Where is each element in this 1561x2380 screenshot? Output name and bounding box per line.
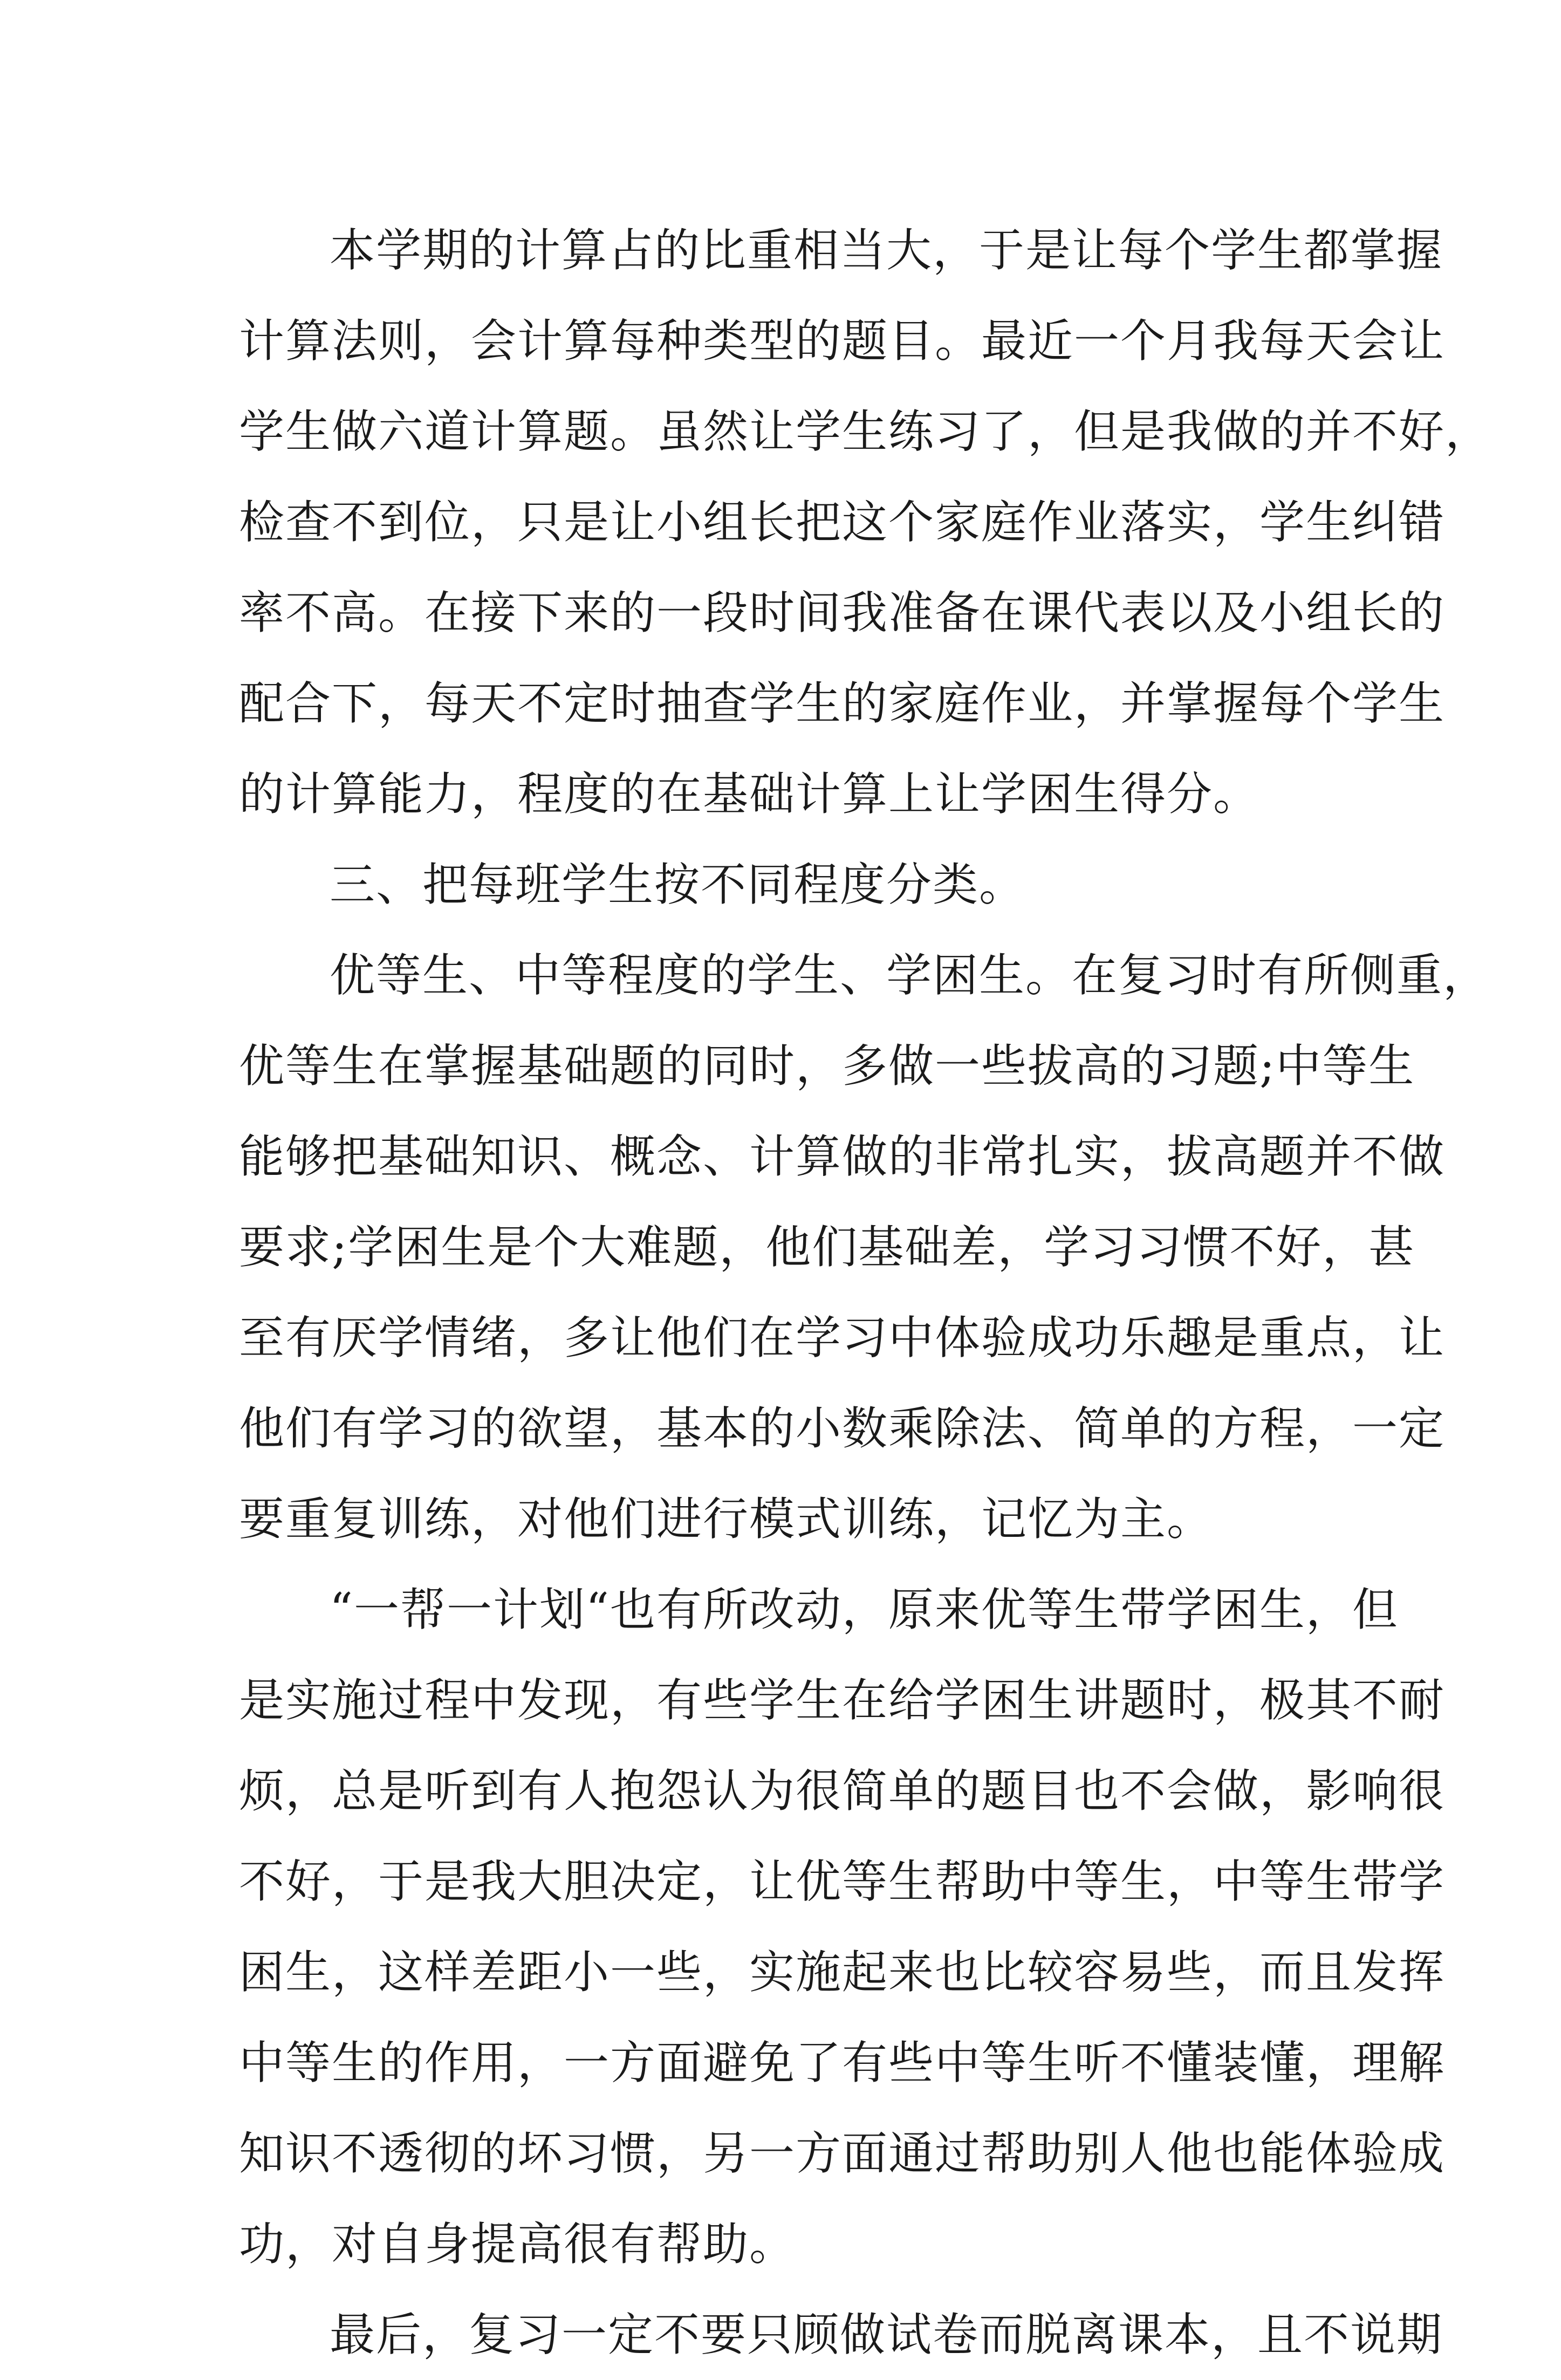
text-line: 检查不到位，只是让小组长把这个家庭作业落实，学生纠错 (239, 496, 1446, 549)
text-line: 不好，于是我大胆决定，让优等生帮助中等生，中等生带学 (239, 1855, 1446, 1908)
text-line: 学生做六道计算题。虽然让学生练习了，但是我做的并不好， (239, 405, 1492, 458)
text-line: 中等生的作用，一方面避免了有些中等生听不懂装懂，理解 (239, 2036, 1446, 2089)
text-line: 优等生在掌握基础题的同时，多做一些拔高的习题;中等生 (239, 1039, 1415, 1092)
text-line: 要重复训练，对他们进行模式训练，记忆为主。 (239, 1493, 1214, 1545)
text-line: 知识不透彻的坏习惯，另一方面通过帮助别人他也能体验成 (239, 2127, 1446, 2180)
text-line: 配合下，每天不定时抽查学生的家庭作业，并掌握每个学生 (239, 677, 1446, 730)
text-line: 他们有学习的欲望，基本的小数乘除法、简单的方程，一定 (239, 1402, 1446, 1455)
text-line: 优等生、中等程度的学生、学困生。在复习时有所侧重， (330, 949, 1490, 1002)
text-line: 率不高。在接下来的一段时间我准备在课代表以及小组长的 (239, 586, 1446, 639)
text-line: 能够把基础知识、概念、计算做的非常扎实，拔高题并不做 (239, 1130, 1446, 1183)
section-heading: 三、把每班学生按不同程度分类。 (330, 858, 1026, 911)
text-line: 计算法则，会计算每种类型的题目。最近一个月我每天会让 (239, 314, 1446, 367)
text-line: 本学期的计算占的比重相当大，于是让每个学生都掌握 (330, 224, 1443, 277)
text-line: 困生，这样差距小一些，实施起来也比较容易些，而且发挥 (239, 1946, 1446, 1999)
text-line: 要求;学困生是个大难题，他们基础差，学习习惯不好，甚 (239, 1221, 1415, 1274)
text-line: 最后，复习一定不要只顾做试卷而脱离课本，且不说期 (330, 2308, 1443, 2361)
text-line: 至有厌学情绪，多让他们在学习中体验成功乐趣是重点，让 (239, 1311, 1446, 1364)
text-line: 烦，总是听到有人抱怨认为很简单的题目也不会做，影响很 (239, 1765, 1446, 1817)
body-text (239, 205, 1492, 2380)
text-line: “一帮一计划“也有所改动，原来优等生带学困生，但 (330, 1583, 1399, 1636)
text-line: 功，对自身提高很有帮助。 (239, 2218, 796, 2270)
text-line: 是实施过程中发现，有些学生在给学困生讲题时，极其不耐 (239, 1674, 1446, 1727)
text-line: 的计算能力，程度的在基础计算上让学困生得分。 (239, 768, 1260, 820)
